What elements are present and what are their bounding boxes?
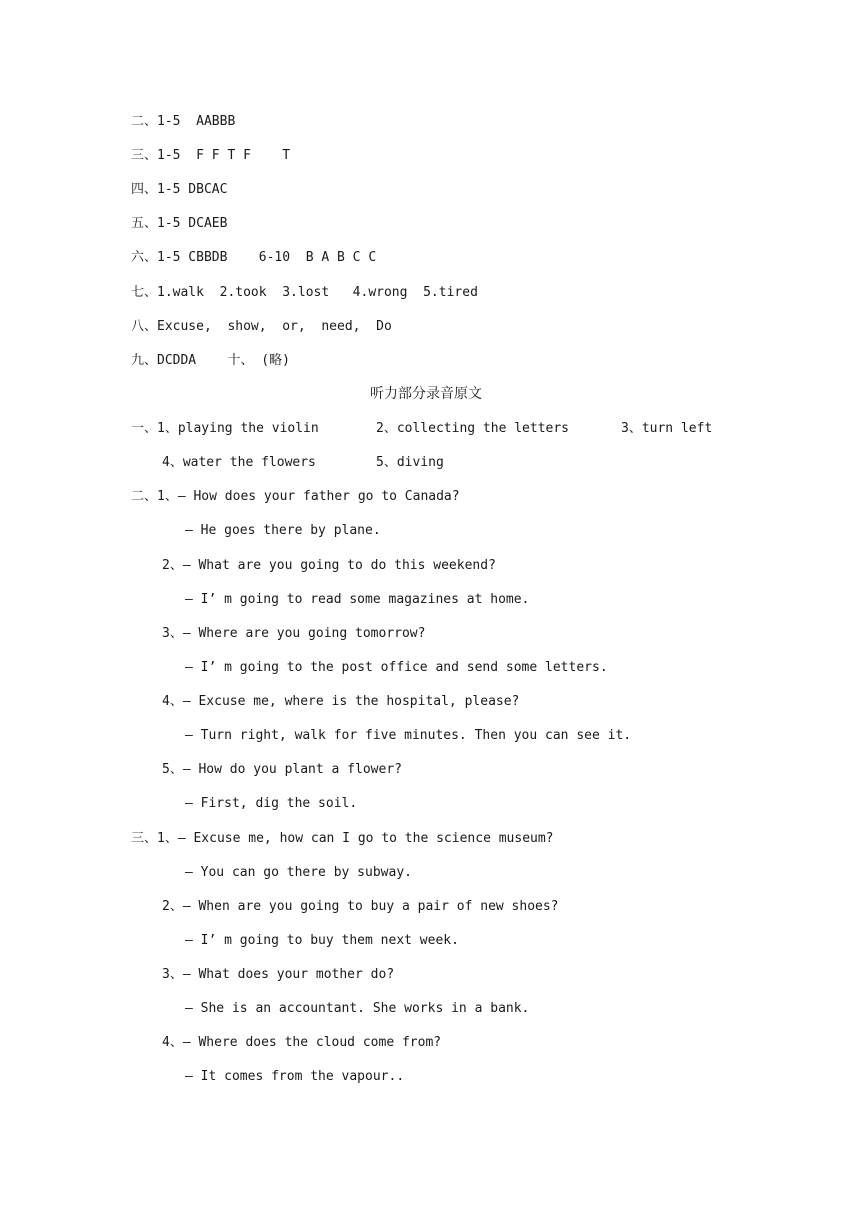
dialogue-line: 3、— Where are you going tomorrow? — [162, 626, 426, 641]
section1-item-2: 2、collecting the letters — [376, 421, 570, 436]
section1-item-1: 一、1、playing the violin — [131, 421, 319, 436]
answer-line-7: 七、1.walk 2.took 3.lost 4.wrong 5.tired — [131, 285, 478, 300]
dialogue-line: 2、— What are you going to do this weekend? — [162, 558, 496, 573]
dialogue-line: 三、1、— Excuse me, how can I go to the science museum? — [131, 831, 554, 846]
dialogue-line: — She is an accountant. She works in a bank. — [185, 1001, 530, 1016]
dialogue-line: 4、— Excuse me, where is the hospital, please? — [162, 694, 520, 709]
answer-line-5: 五、1-5 DCAEB — [131, 216, 228, 231]
dialogue-line: 5、— How do you plant a flower? — [162, 762, 402, 777]
dialogue-line: 二、1、— How does your father go to Canada? — [131, 489, 460, 504]
answer-line-6: 六、1-5 CBBDB 6-10 B A B C C — [131, 250, 377, 265]
script-title: 听力部分录音原文 — [370, 386, 482, 402]
dialogue-line: 3、— What does your mother do? — [162, 967, 395, 982]
dialogue-line: 2、— When are you going to buy a pair of new shoes? — [162, 899, 559, 914]
dialogue-line: — You can go there by subway. — [185, 865, 412, 880]
section1-item-5: 5、diving — [376, 455, 444, 470]
answer-line-9: 九、DCDDA 十、 (略) — [131, 353, 290, 368]
section1-item-4: 4、water the flowers — [162, 455, 316, 470]
dialogue-line: — He goes there by plane. — [185, 523, 381, 538]
dialogue-line: — I’ m going to buy them next week. — [185, 933, 459, 948]
dialogue-line: — It comes from the vapour.. — [185, 1069, 405, 1084]
dialogue-line: — Turn right, walk for five minutes. Then you can see it. — [185, 728, 632, 743]
dialogue-line: — I’ m going to read some magazines at home. — [185, 592, 530, 607]
dialogue-line: 4、— Where does the cloud come from? — [162, 1035, 442, 1050]
section1-item-3: 3、turn left — [621, 421, 713, 436]
answer-line-4: 四、1-5 DBCAC — [131, 182, 228, 197]
dialogue-line: — First, dig the soil. — [185, 796, 358, 811]
answer-line-2: 二、1-5 AABBB — [131, 114, 236, 129]
answer-line-8: 八、Excuse, show, or, need, Do — [131, 319, 392, 334]
answer-line-3: 三、1-5 F F T F T — [131, 148, 291, 163]
dialogue-line: — I’ m going to the post office and send some letters. — [185, 660, 608, 675]
